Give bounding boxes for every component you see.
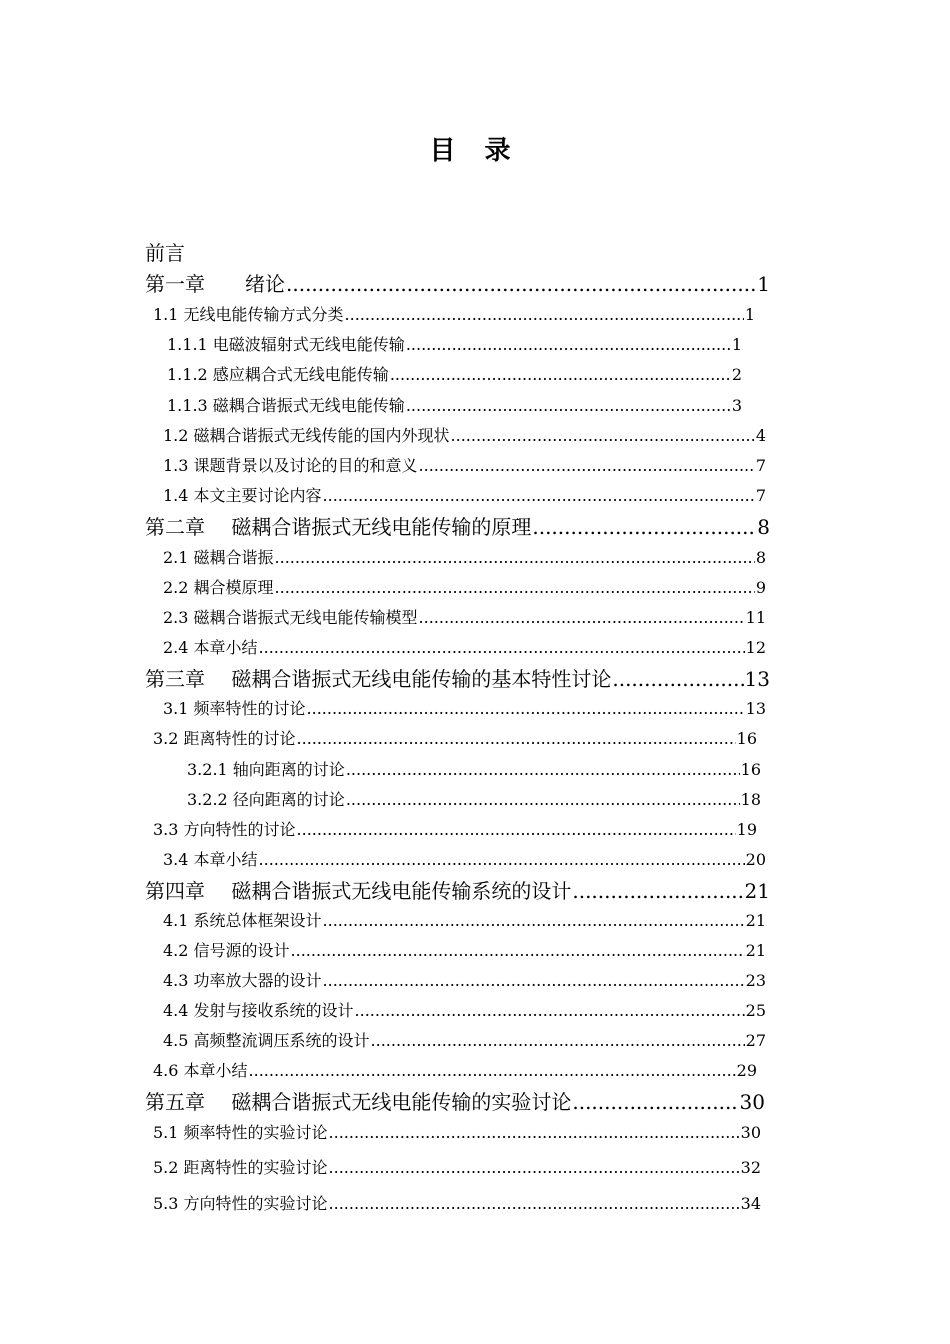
toc-leader-dots	[371, 1031, 745, 1050]
toc-entry-label: 第二章 磁耦合谐振式无线电能传输的原理	[145, 515, 532, 539]
toc-leader-dots	[307, 699, 745, 718]
toc-entry	[163, 1028, 766, 1051]
toc-entry-label: 5.3 方向特性的实验讨论	[153, 1194, 328, 1213]
toc-leader-dots	[329, 1158, 740, 1177]
toc-entry-label: 5.2 距离特性的实验讨论	[153, 1158, 328, 1177]
toc-leader-dots	[249, 1061, 736, 1080]
toc-leader-dots	[346, 760, 740, 779]
toc-entry	[163, 968, 766, 991]
toc-entry-label: 2.4 本章小结	[163, 638, 258, 657]
toc-leader-dots	[291, 941, 745, 960]
toc-entry-label: 4.2 信号源的设计	[163, 941, 290, 960]
toc-leader-dots	[323, 911, 745, 930]
toc-entry-label: 第四章 磁耦合谐振式无线电能传输系统的设计	[145, 879, 572, 903]
toc-entry-label: 4.1 系统总体框架设计	[163, 911, 322, 930]
toc-entry	[163, 545, 766, 568]
toc-entry	[163, 998, 766, 1021]
toc-leader-dots	[259, 638, 745, 657]
toc-entry-label: 2.1 磁耦合谐振	[163, 548, 274, 567]
toc-entry-label: 1.1 无线电能传输方式分类	[153, 305, 344, 324]
toc-leader-dots	[329, 1123, 740, 1142]
toc-entry	[153, 1155, 761, 1178]
toc-entry-page: 16	[740, 760, 761, 779]
toc-entry	[153, 726, 757, 749]
toc-entry-page: 1	[744, 305, 755, 324]
toc-entry-page: 21	[745, 941, 766, 960]
toc-entry-page: 1	[757, 272, 770, 296]
toc-entry-label: 1.1.2 感应耦合式无线电能传输	[167, 365, 389, 384]
toc-leader-dots	[345, 305, 744, 324]
toc-leader-dots	[406, 396, 731, 415]
toc-entry	[163, 908, 766, 931]
toc-leader-dots	[275, 548, 755, 567]
toc-leader-dots	[286, 272, 756, 296]
toc-entry-page: 7	[755, 486, 766, 505]
toc-entry	[163, 635, 766, 658]
toc-entry-preface: 前言	[145, 241, 185, 265]
toc-entry-label: 第三章 磁耦合谐振式无线电能传输的基本特性讨论	[145, 667, 612, 691]
toc-entry-label: 4.3 功率放大器的设计	[163, 971, 322, 990]
toc-entry-page: 30	[740, 1123, 761, 1142]
toc-entry	[167, 393, 742, 416]
toc-entry-page: 9	[755, 578, 766, 597]
toc-entry	[187, 757, 761, 780]
toc-leader-dots	[323, 486, 755, 505]
toc-title: 目 录	[429, 136, 521, 166]
toc-entry	[145, 511, 770, 540]
toc-entry-page: 21	[745, 911, 766, 930]
toc-leader-dots	[419, 608, 745, 627]
toc-entry-page: 25	[745, 1001, 766, 1020]
toc-leader-dots	[451, 426, 755, 445]
toc-entry	[153, 1058, 757, 1081]
toc-entry	[153, 302, 755, 325]
toc-entry	[153, 1191, 761, 1214]
toc-entry-page: 4	[755, 426, 766, 445]
toc-entry	[163, 938, 766, 961]
toc-entry-page: 8	[757, 515, 770, 539]
toc-entry-label: 1.2 磁耦合谐振式无线传能的国内外现状	[163, 426, 450, 445]
toc-entry-page: 20	[745, 850, 766, 869]
toc-leader-dots	[532, 515, 756, 539]
toc-entry	[163, 696, 766, 719]
toc-entry	[167, 332, 742, 355]
toc-entry-page: 23	[745, 971, 766, 990]
toc-entry-label: 2.3 磁耦合谐振式无线电能传输模型	[163, 608, 418, 627]
toc-leader-dots	[329, 1194, 740, 1213]
toc-entry-label: 1.1.1 电磁波辐射式无线电能传输	[167, 335, 405, 354]
toc-leader-dots	[390, 365, 731, 384]
toc-entry-page: 32	[740, 1158, 761, 1177]
toc-leader-dots	[346, 790, 740, 809]
toc-leader-dots	[297, 729, 736, 748]
toc-entry	[145, 268, 770, 297]
toc-entry-label: 2.2 耦合模原理	[163, 578, 274, 597]
toc-leader-dots	[419, 456, 755, 475]
toc-leader-dots	[406, 335, 731, 354]
toc-leader-dots	[323, 971, 745, 990]
toc-entry-label: 3.3 方向特性的讨论	[153, 820, 296, 839]
toc-entry-page: 30	[739, 1090, 765, 1114]
toc-entry-page: 12	[745, 638, 766, 657]
toc-entry-page: 29	[736, 1061, 757, 1080]
toc-leader-dots	[297, 820, 736, 839]
toc-entry-page: 18	[740, 790, 761, 809]
toc-leader-dots	[612, 667, 743, 691]
toc-entry-label: 5.1 频率特性的实验讨论	[153, 1123, 328, 1142]
toc-entry	[145, 1086, 765, 1115]
toc-entry-label: 1.4 本文主要讨论内容	[163, 486, 322, 505]
toc-entry	[163, 423, 766, 446]
toc-entry	[163, 575, 766, 598]
toc-entry	[163, 453, 766, 476]
toc-leader-dots	[259, 850, 745, 869]
toc-entry-label: 3.4 本章小结	[163, 850, 258, 869]
toc-entry-page: 8	[755, 548, 766, 567]
toc-entry-label: 3.2 距离特性的讨论	[153, 729, 296, 748]
toc-entry-page: 13	[745, 699, 766, 718]
toc-leader-dots	[572, 1090, 738, 1114]
toc-entry-label: 1.1.3 磁耦合谐振式无线电能传输	[167, 396, 405, 415]
toc-entry-page: 2	[731, 365, 742, 384]
toc-entry	[187, 787, 761, 810]
toc-entry	[145, 875, 770, 904]
toc-entry-label: 第五章 磁耦合谐振式无线电能传输的实验讨论	[145, 1090, 572, 1114]
toc-entry-label: 3.2.1 轴向距离的讨论	[187, 760, 345, 779]
toc-entry	[167, 362, 742, 385]
toc-entry-label: 1.3 课题背景以及讨论的目的和意义	[163, 456, 418, 475]
toc-leader-dots	[355, 1001, 745, 1020]
toc-entry-page: 13	[744, 667, 770, 691]
toc-entry-label: 3.2.2 径向距离的讨论	[187, 790, 345, 809]
toc-entry	[163, 483, 766, 506]
toc-entry-label: 4.4 发射与接收系统的设计	[163, 1001, 354, 1020]
toc-leader-dots	[275, 578, 755, 597]
toc-entry-page: 34	[740, 1194, 761, 1213]
toc-entry-page: 19	[736, 820, 757, 839]
toc-leader-dots	[572, 879, 743, 903]
toc-entry-page: 16	[736, 729, 757, 748]
toc-entry	[145, 663, 770, 692]
toc-entry-page: 27	[745, 1031, 766, 1050]
toc-entry-page: 3	[731, 396, 742, 415]
toc-entry-page: 7	[755, 456, 766, 475]
toc-entry	[153, 817, 757, 840]
toc-entry-page: 21	[744, 879, 770, 903]
toc-entry-page: 1	[731, 335, 742, 354]
toc-entry-label: 4.6 本章小结	[153, 1061, 248, 1080]
toc-entry-page: 11	[745, 608, 766, 627]
toc-entry	[163, 847, 766, 870]
toc-entry-label: 3.1 频率特性的讨论	[163, 699, 306, 718]
toc-entry	[163, 605, 766, 628]
toc-entry-label: 4.5 高频整流调压系统的设计	[163, 1031, 370, 1050]
toc-entry	[153, 1120, 761, 1143]
toc-entry-label: 第一章 绪论	[145, 272, 285, 296]
